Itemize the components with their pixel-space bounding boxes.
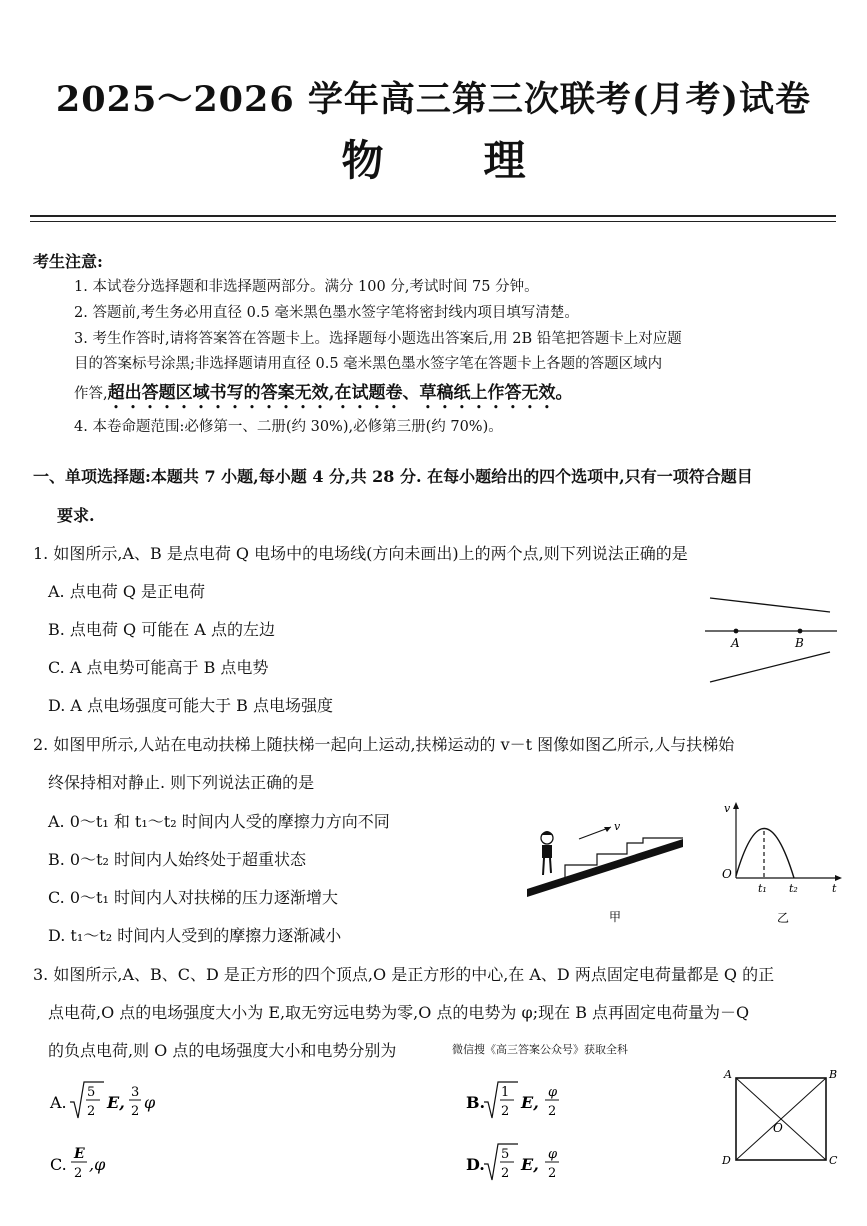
q2-escalator-figure — [525, 805, 690, 925]
header-rule-thin — [30, 221, 836, 222]
q1-field-line-figure — [700, 598, 840, 688]
option-d-letter: D. — [466, 1155, 485, 1174]
q2-option-d: D. t₁～t₂ 时间内人受到的摩擦力逐渐减小 — [48, 926, 342, 945]
point-a-dot — [734, 629, 739, 634]
option-a-frac-num: 3 — [131, 1085, 140, 1100]
t1-label: t₁ — [758, 882, 767, 895]
option-b-root-num: 1 — [501, 1085, 510, 1100]
velocity-curve — [736, 828, 794, 878]
q2-option-b: B. 0～t₂ 时间内人始终处于超重状态 — [48, 850, 307, 869]
square-vertex-d: D — [722, 1154, 731, 1167]
q3-option-b — [466, 1078, 606, 1128]
q1-option-d: D. A 点电场强度可能大于 B 点电场强度 — [48, 696, 334, 715]
header-rule-thick — [30, 215, 836, 217]
option-c-phi: ,φ — [89, 1155, 106, 1174]
q1-option-b: B. 点电荷 Q 可能在 A 点的左边 — [48, 620, 275, 639]
square-vertex-c: C — [829, 1154, 838, 1167]
option-a-letter: A. — [50, 1093, 67, 1112]
option-d-frac-den: 2 — [548, 1166, 557, 1181]
velocity-arrow-label: v — [614, 820, 621, 833]
q2-option-c: C. 0～t₁ 时间内人对扶梯的压力逐渐增大 — [48, 888, 338, 907]
subject-title: 物理 — [341, 136, 626, 185]
option-d-frac-num: φ — [548, 1147, 558, 1162]
q2-stem-line-1: 2. 如图甲所示,人站在电动扶梯上随扶梯一起向上运动,扶梯运动的 v－t 图像如图乙所示,人与扶梯始 — [33, 735, 735, 754]
option-b-frac-num: φ — [548, 1085, 558, 1100]
q3-stem-line-1: 3. 如图所示,A、B、C、D 是正方形的四个顶点,O 是正方形的中心,在 A、D 两点固定电荷量都是 Q 的正 — [33, 965, 775, 984]
figure-yi-label: 乙 — [777, 911, 790, 925]
point-b-dot — [798, 629, 803, 634]
option-c-frac-num: E — [74, 1146, 85, 1162]
notice-item-1: 1. 本试卷分选择题和非选择题两部分。满分 100 分,考试时间 75 分钟。 — [74, 279, 539, 295]
origin-label: O — [722, 867, 732, 881]
q3-stem-line-3: 的负点电荷,则 O 点的电场强度大小和电势分别为 — [48, 1041, 397, 1060]
section-heading-line-2: 要求. — [57, 506, 95, 525]
option-a-phi: φ — [144, 1093, 156, 1112]
axis-v-label: v — [724, 802, 731, 815]
person-icon — [541, 831, 553, 875]
t2-label: t₂ — [789, 882, 798, 895]
option-d-root-den: 2 — [501, 1166, 510, 1181]
notice-item-3-emphasis: 超出答题区域书写的答案无效,在试题卷、草稿纸上作答无效。 — [107, 383, 573, 403]
option-c-letter: C. — [50, 1155, 67, 1174]
watermark-text: 微信搜《高三答案公众号》获取全科 — [452, 1043, 628, 1056]
q2-option-a: A. 0～t₁ 和 t₁～t₂ 时间内人受的摩擦力方向不同 — [48, 812, 390, 831]
point-a-label: A — [731, 636, 740, 650]
option-a-frac-den: 2 — [131, 1104, 140, 1119]
q3-option-d — [466, 1140, 606, 1190]
option-b-e: E, — [521, 1093, 539, 1112]
q2-stem-line-2: 终保持相对静止. 则下列说法正确的是 — [48, 773, 315, 792]
notice-item-3-line-3 — [74, 378, 573, 413]
option-a-e: E, — [107, 1093, 125, 1112]
option-b-root-den: 2 — [501, 1104, 510, 1119]
option-d-root-num: 5 — [501, 1147, 510, 1162]
notice-item-2: 2. 答题前,考生务必用直径 0.5 毫米黑色墨水签字笔将密封线内项目填写清楚。 — [74, 305, 579, 321]
square-center-o: O — [773, 1121, 783, 1135]
q3-stem-line-2: 点电荷,O 点的电场强度大小为 E,取无穷远电势为零,O 点的电势为 φ;现在 B 点再固定电荷量为－Q — [48, 1003, 750, 1022]
q1-option-c: C. A 点电势可能高于 B 点电势 — [48, 658, 269, 677]
square-vertex-a: A — [724, 1068, 732, 1081]
option-a-root-num: 5 — [87, 1085, 96, 1100]
q1-stem: 1. 如图所示,A、B 是点电荷 Q 电场中的电场线(方向未画出)上的两个点,则下列说法正确的是 — [33, 544, 688, 563]
axis-t-label: t — [832, 882, 837, 895]
exam-title: 2025～2026 学年高三第三次联考(月考)试卷 — [55, 79, 812, 120]
q3-square-figure — [718, 1068, 843, 1168]
option-b-letter: B. — [466, 1093, 486, 1112]
figure-jia-label: 甲 — [609, 910, 622, 924]
notice-item-3-line-1: 3. 考生作答时,请将答案答在答题卡上。选择题每小题选出答案后,用 2B 铅笔把答题卡上对应题 — [74, 331, 682, 347]
square-vertex-b: B — [829, 1068, 838, 1081]
notice-heading: 考生注意: — [33, 252, 103, 271]
q3-option-c — [50, 1140, 150, 1190]
notice-item-3-line-2: 目的答案标号涂黑;非选择题请用直径 0.5 毫米黑色墨水签字笔在答题卡上各题的答题区域内 — [74, 356, 663, 372]
point-b-label: B — [795, 636, 804, 650]
notice-item-3-prefix: 作答, — [74, 386, 108, 402]
q1-option-a: A. 点电荷 Q 是正电荷 — [48, 582, 206, 601]
option-d-e: E, — [521, 1155, 539, 1174]
section-heading-line-1: 一、单项选择题:本题共 7 小题,每小题 4 分,共 28 分. 在每小题给出的四个选项中,只有一项符合题目 — [33, 467, 753, 486]
notice-item-4: 4. 本卷命题范围:必修第一、二册(约 30%),必修第三册(约 70%)。 — [74, 419, 503, 435]
q3-option-a — [50, 1078, 190, 1128]
q2-vt-graph — [710, 798, 845, 928]
option-c-frac-den: 2 — [74, 1166, 83, 1181]
option-b-frac-den: 2 — [548, 1104, 557, 1119]
option-a-root-den: 2 — [87, 1104, 96, 1119]
